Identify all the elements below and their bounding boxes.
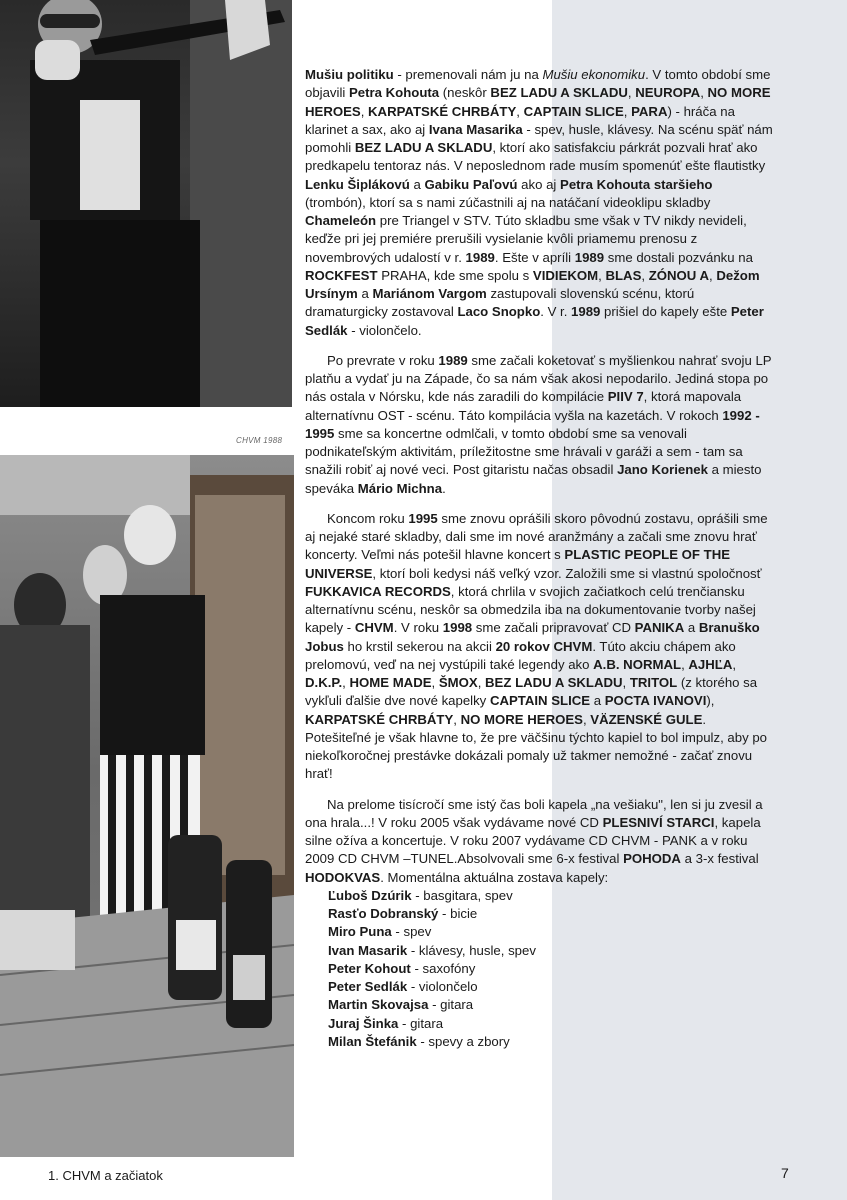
text-run: , [709, 267, 717, 283]
band-member-item [328, 887, 775, 905]
text-run: , ktorí boli kedysi náš veľký vzor. Založili sme si vlastnú spoločnosť [372, 565, 762, 581]
text-run: , [700, 85, 708, 101]
text-run: ) - hráča na klarinet a sax, ako aj [305, 103, 735, 137]
bold-run: Ivana Masarika [428, 121, 523, 137]
bold-run: KARPATSKÉ CHRBÁTY [305, 711, 454, 727]
text-run: , [431, 675, 439, 690]
text-run: , [516, 103, 524, 119]
photo-violinist-art [0, 0, 292, 407]
bold-run: Peter Sedlák [305, 304, 764, 338]
text-run: prišiel do kapely ešte [600, 304, 731, 320]
bold-run: ZÓNOU A [648, 267, 710, 283]
text-run: zastupovali slovenskú scénu, ktorú dramaturgicky zostavoval [305, 286, 695, 320]
text-run: (neskôr [439, 85, 491, 101]
article-paragraph [305, 510, 775, 784]
article-paragraph [305, 352, 775, 498]
text-run: . V r. [540, 304, 572, 320]
member-name: Ivan Masarik [328, 942, 408, 958]
member-role: - violončelo [407, 979, 478, 994]
photo-band-art [0, 455, 294, 1157]
text-run: - violončelo. [347, 322, 422, 338]
bold-run: BLAS [605, 267, 642, 283]
bold-run: HODOKVAS [305, 869, 381, 885]
bold-run: 1995 [408, 510, 438, 526]
text-run: . Túto akciu chápem ako prelomovú, veď na nej vystúpili také legendy ako [305, 638, 736, 672]
text-run: . Momentálna aktuálna zostava kapely: [380, 869, 609, 885]
bold-run: POCTA IVANOVI [604, 693, 707, 709]
member-role: - spevy a zbory [416, 1033, 510, 1049]
bold-run: Petra Kohouta [348, 85, 440, 101]
bold-run: NEUROPA [635, 85, 701, 101]
bold-run: TRITOL [629, 675, 678, 690]
bold-run: CAPTAIN SLICE [489, 693, 591, 709]
bold-run: A.B. NORMAL [593, 656, 682, 672]
member-role: - bicie [438, 906, 478, 921]
bold-run: Laco Snopko [457, 304, 541, 320]
text-run: a [409, 176, 425, 192]
text-run: . V roku [393, 620, 443, 636]
text-run: PRAHA, kde sme spolu s [377, 267, 533, 283]
photo-violinist [0, 0, 292, 407]
bold-run: BEZ LADU A SKLADU [490, 85, 628, 101]
bold-run: 1998 [442, 620, 473, 636]
text-run: Po prevrate v roku [327, 352, 439, 368]
text-run: . Potešiteľné je však hlavne to, že pre väčšinu týchto kapiel to bol impulz, aby po niekoľkoročnej prestávke dokázali pomaly už takmer nemožné - začať znovu hrať! [305, 711, 768, 782]
text-run: . Ešte v apríli [494, 249, 575, 265]
text-run: sme začali koketovať s myšlienkou nahrať svoju LP platňu a vydať ju na Západe, čo sa nám však akosi nepodarilo. Jediná stopa po nás ostala v Nórsku, kde nás zaradili do kompilácie [305, 352, 772, 405]
text-run: , [598, 267, 606, 283]
text-run: , [641, 267, 649, 283]
bold-run: KARPATSKÉ CHRBÁTY [368, 103, 517, 119]
text-run: , [582, 711, 591, 727]
bold-run: Gabiku Paľovú [424, 176, 518, 192]
member-name: Milan Štefánik [328, 1033, 417, 1049]
text-run: Na prelome tisícročí sme istý čas boli kapela „na vešiaku", len si ju zvesil a ona hrala...! V roku 2005 však vydávame nové CD [305, 796, 763, 830]
bold-run: POHODA [623, 851, 681, 867]
text-run: . V tomto období sme objavili [305, 67, 771, 101]
member-name: Peter Sedlák [328, 979, 408, 994]
bold-run: PLASTIC PEOPLE OF THE UNIVERSE [305, 547, 731, 581]
text-run: sme dostali pozvánku na [604, 249, 753, 265]
page-number: 7 [781, 1165, 789, 1181]
text-run: (trombón), ktorí sa s nami zúčastnili aj na natáčaní videoklipu skladby [305, 194, 711, 210]
member-name: Martin Skovajsa [328, 997, 429, 1013]
text-run: pre Triangel v STV. Túto skladbu sme však v TV nikdy nevideli, keďže pri jej premiére prerušili vysielanie kvôli priamemu prenosu z novembrových udalostí v r. [305, 213, 747, 265]
bold-run: ŠMOX [438, 675, 478, 690]
member-role: - spev [391, 924, 432, 940]
text-run: , [622, 675, 630, 690]
text-run: a [590, 693, 605, 709]
band-member-item [328, 1015, 775, 1033]
section-title: 1. CHVM a začiatok [48, 1168, 163, 1183]
text-run: . [442, 480, 446, 496]
text-run: ako aj [517, 176, 561, 192]
band-member-item [328, 942, 775, 960]
band-member-item [328, 1033, 775, 1051]
text-run: , [453, 711, 461, 727]
bold-run: HOME MADE [349, 675, 432, 690]
bold-run: Jano Korienek [617, 462, 708, 478]
bold-run: 1989 [465, 249, 495, 265]
bold-run: NO MORE HEROES [305, 85, 771, 119]
bold-run: Chameleón [305, 213, 377, 228]
bold-run: 1992 - 1995 [305, 407, 760, 441]
bold-run: PLESNIVÍ STARCI [602, 814, 715, 830]
bold-run: Mariánom Vargom [372, 286, 487, 301]
bold-run: Petra Kohouta staršieho [560, 176, 713, 192]
bold-run: 1989 [574, 249, 605, 265]
band-member-item [328, 905, 775, 923]
band-member-item [328, 923, 775, 941]
photo-caption: CHVM 1988 [236, 436, 283, 445]
bold-run: VÄZENSKÉ GULE [590, 711, 703, 727]
photo-band-at-table [0, 455, 294, 1157]
text-run: a [684, 620, 699, 636]
bold-run: PIIV 7 [607, 389, 644, 405]
article-paragraph [305, 796, 775, 887]
bold-run: 20 rokov CHVM [495, 638, 593, 654]
text-run: , ktorá mapovala alternatívnu OST - scénu. Táto kompilácia vyšla na kazetách. V rokoch [305, 389, 742, 423]
bold-run: FUKKAVICA RECORDS [305, 583, 451, 599]
text-run: - spev, husle, klávesy. Na scénu späť nám pomohli [305, 121, 773, 155]
bold-run: D.K.P. [305, 675, 343, 690]
member-name: Peter Kohout [328, 960, 411, 976]
text-run: a [357, 286, 373, 301]
text-run: Koncom roku [327, 510, 409, 526]
bold-run: CAPTAIN SLICE [523, 103, 624, 119]
text-run: sme sa koncertne odmlčali, v tomto období sme sa venovali podnikateľským aktivitám, príležitostne sme hrávali v garáži a sem - tam sa snažili robiť aj nové veci. Post gitaristu načas obsadil [305, 425, 743, 478]
text-run: sme začali pripravovať CD [472, 620, 635, 636]
text-run: sme znovu oprášili skoro pôvodnú zostavu, oprášili sme aj nejaké staré skladby, dali sme im nové aranžmány a začali sme znovu hrať koncerty. Veľmi nás potešil hlavne koncert s [305, 510, 768, 563]
text-run: , ktorá chrlila v svojich začiatkoch celú trenčiansku alternatívnu scénu, neskôr sa obmedzila iba na dokumentovanie tvorby našej kapely - [305, 583, 756, 636]
text-run: (z ktorého sa vykľuli ďalšie dve nové kapelky [305, 675, 758, 709]
text-run: , [627, 85, 636, 101]
text-run: , [732, 656, 737, 672]
text-run: , kapela silne ožíva a koncertuje. V roku 2007 vydávame CD CHVM - PANK a v roku 2009 CD CHVM –TUNEL.Absolvovali sme 6-x festival [305, 814, 761, 867]
bold-run: 1989 [438, 352, 468, 368]
text-run: , [360, 103, 369, 119]
text-run: , [623, 103, 632, 119]
member-role: - gitara [428, 997, 474, 1013]
bold-run: BEZ LADU A SKLADU [354, 140, 493, 155]
member-name: Juraj Šinka [328, 1015, 399, 1031]
bold-run: PANIKA [634, 620, 685, 636]
bold-run: VIDIEKOM [532, 267, 599, 283]
member-role: - gitara [398, 1015, 444, 1031]
bold-run: 1989 [571, 304, 601, 320]
text-run: a miesto speváka [305, 462, 762, 496]
text-run: , [681, 656, 689, 672]
bold-run: Dežom Ursínym [305, 267, 760, 301]
bold-run: Branuško Jobus [305, 620, 760, 654]
bold-run: Mušiu politiku [305, 67, 394, 82]
text-run: ), [706, 693, 715, 709]
bold-run: ROCKFEST [305, 267, 378, 283]
member-name: Miro Puna [328, 924, 392, 940]
text-run: a 3-x festival [680, 851, 759, 867]
member-name: Rasťo Dobranský [328, 906, 439, 921]
band-member-item [328, 960, 775, 978]
bold-run: BEZ LADU A SKLADU [485, 675, 623, 690]
text-run: , [342, 675, 350, 690]
bold-run: AJHĽA [688, 656, 733, 672]
text-run: ho krstil sekerou na akcii [343, 638, 496, 654]
text-run: , [477, 675, 486, 690]
band-member-list [305, 887, 775, 1051]
member-name: Ľuboš Dzúrik [328, 887, 412, 903]
member-role: - basgitara, spev [411, 887, 513, 903]
member-role: - klávesy, husle, spev [407, 942, 536, 958]
bold-run: Mário Michna [357, 480, 443, 496]
text-run: - premenovali nám ju na [393, 67, 543, 82]
text-run: , ktorí ako satisfakciu párkrát pozvali hrať ako predkapelu tentoraz nás. V neposlednom rade musím spomenúť ešte flautistky [305, 140, 766, 174]
band-member-item [328, 978, 775, 996]
article-body [305, 66, 775, 1051]
band-member-item [328, 996, 775, 1014]
article-paragraph [305, 66, 775, 340]
bold-run: CHVM [354, 620, 394, 636]
member-role: - saxofóny [410, 960, 476, 976]
italic-run: Mušiu ekonomiku [542, 67, 646, 82]
bold-run: NO MORE HEROES [460, 711, 583, 727]
bold-run: Lenku Šiplákovú [305, 176, 410, 192]
bold-run: PARA [631, 103, 668, 119]
